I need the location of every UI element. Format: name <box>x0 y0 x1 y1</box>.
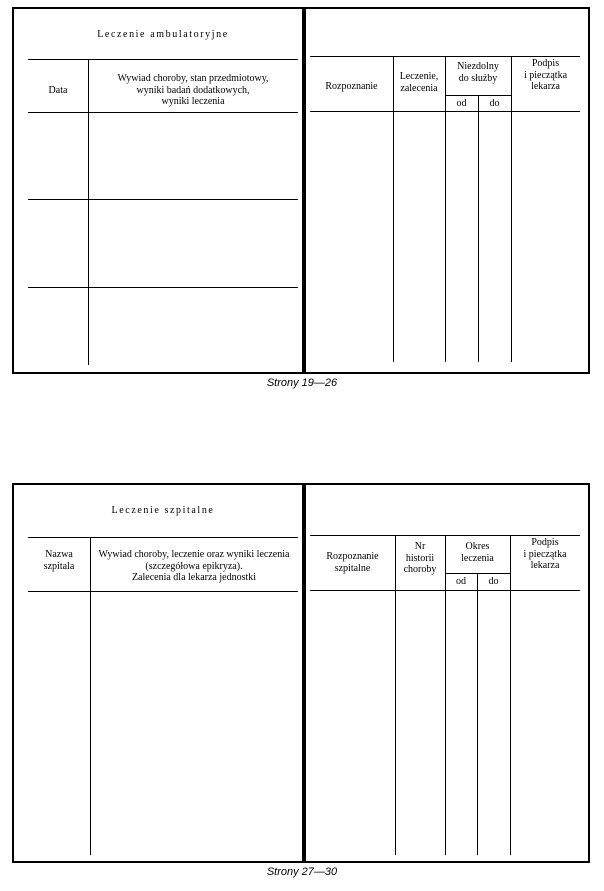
header-bottom-line <box>310 590 580 591</box>
subheader-line <box>445 95 511 96</box>
column-divider <box>395 535 396 855</box>
column-divider <box>393 56 394 362</box>
header-treatment: Leczenie, zalecenia <box>399 71 439 94</box>
header-bottom-line <box>28 591 298 592</box>
column-divider <box>478 95 479 362</box>
page-spine <box>302 485 306 861</box>
row-divider <box>28 199 298 200</box>
column-divider <box>477 573 478 855</box>
row-divider <box>28 287 298 288</box>
form-title: Leczenie szpitalne <box>111 505 215 516</box>
header-signature: Podpis i pieczątka lekarza <box>523 537 567 571</box>
header-bottom-line <box>28 112 298 113</box>
header-history: Wywiad choroby, stan przedmiotowy, wyniki badań dodatkowych, wyniki leczenia <box>117 73 269 107</box>
divider <box>28 59 298 60</box>
header-record-number: Nr historii choroby <box>403 541 437 575</box>
caption: Strony 19—26 <box>266 377 338 389</box>
header-bottom-line <box>310 111 580 112</box>
header-from: od <box>456 98 467 109</box>
header-diagnosis: Rozpoznanie <box>325 81 378 92</box>
header-unfit-for-service: Niezdolny do służby <box>457 61 499 84</box>
column-divider <box>90 537 91 855</box>
hospital-form <box>12 483 590 863</box>
subheader-line <box>445 573 510 574</box>
header-to: do <box>489 98 500 109</box>
divider <box>28 537 298 538</box>
caption: Strony 27—30 <box>266 866 338 878</box>
header-signature: Podpis i pieczątka lekarza <box>523 58 568 92</box>
column-divider <box>510 535 511 855</box>
outpatient-form <box>12 7 590 374</box>
page-spine <box>302 9 306 372</box>
form-title: Leczenie ambulatoryjne <box>97 29 229 40</box>
header-from: od <box>456 576 466 587</box>
header-treatment-period: Okres leczenia <box>461 541 494 564</box>
header-hospital-name: Nazwa szpitala <box>43 549 75 572</box>
header-hospital-diagnosis: Rozpoznanie szpitalne <box>326 551 379 574</box>
column-divider <box>511 56 512 362</box>
header-date: Data <box>48 85 68 96</box>
header-history: Wywiad choroby, leczenie oraz wyniki leczenia (szczegółowa epikryza). Zalecenia dla lekarza jednostki <box>98 549 290 583</box>
header-to: do <box>488 576 499 587</box>
